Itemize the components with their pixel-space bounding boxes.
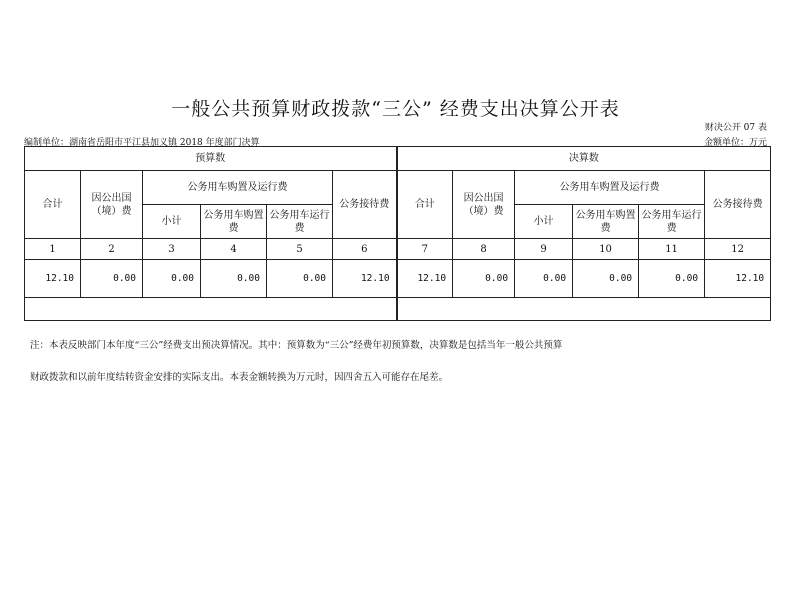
final-vehicle-group-header: 公务用车购置及运行费: [515, 171, 705, 205]
empty-row: [25, 298, 771, 321]
value-cell: 0.00: [453, 260, 515, 298]
col-number: 2: [81, 239, 143, 260]
final-purchase-header: 公务用车购置费: [573, 205, 639, 239]
budget-vehicle-group-header: 公务用车购置及运行费: [143, 171, 333, 205]
three-public-expenses-table: [24, 146, 771, 321]
value-cell: 0.00: [639, 260, 705, 298]
value-cell: 0.00: [267, 260, 333, 298]
value-cell: 0.00: [201, 260, 267, 298]
empty-cell: [25, 298, 397, 321]
value-cell: 0.00: [81, 260, 143, 298]
budget-operation-header: 公务用车运行费: [267, 205, 333, 239]
col-number: 8: [453, 239, 515, 260]
value-cell: 12.10: [25, 260, 81, 298]
budget-reception-header: 公务接待费: [333, 171, 397, 239]
value-cell: 12.10: [333, 260, 397, 298]
value-cell: 0.00: [143, 260, 201, 298]
budget-abroad-header: 因公出国（境）费: [81, 171, 143, 239]
budget-subtotal-header: 小计: [143, 205, 201, 239]
col-number: 7: [397, 239, 453, 260]
budget-total-header: 合计: [25, 171, 81, 239]
col-number: 9: [515, 239, 573, 260]
compiling-unit: 编制单位：湖南省岳阳市平江县加义镇 2018 年度部门决算: [24, 138, 260, 148]
note-line-2: 财政拨款和以前年度结转资金安排的实际支出。本表金额转换为万元时，因四舍五入可能存在尾差。: [30, 372, 449, 383]
value-row: [25, 260, 771, 298]
col-number: 4: [201, 239, 267, 260]
column-number-row: [25, 239, 771, 260]
final-operation-header: 公务用车运行费: [639, 205, 705, 239]
empty-cell: [397, 298, 771, 321]
col-number: 3: [143, 239, 201, 260]
col-number: 1: [25, 239, 81, 260]
col-number: 6: [333, 239, 397, 260]
money-unit: 金额单位：万元: [703, 138, 767, 148]
final-subtotal-header: 小计: [515, 205, 573, 239]
final-reception-header: 公务接待费: [705, 171, 771, 239]
final-total-header: 合计: [397, 171, 453, 239]
final-abroad-header: 因公出国（境）费: [453, 171, 515, 239]
col-number: 11: [639, 239, 705, 260]
col-number: 5: [267, 239, 333, 260]
final-header: 决算数: [397, 147, 771, 171]
value-cell: 0.00: [573, 260, 639, 298]
col-number: 10: [573, 239, 639, 260]
value-cell: 12.10: [397, 260, 453, 298]
form-number: 财决公开 07 表: [704, 123, 767, 133]
value-cell: 12.10: [705, 260, 771, 298]
page-title: 一般公共预算财政拨款“三公” 经费支出决算公开表: [171, 98, 620, 120]
budget-header: 预算数: [25, 147, 397, 171]
col-number: 12: [705, 239, 771, 260]
note-line-1: 注：本表反映部门本年度“三公”经费支出预决算情况。其中：预算数为“三公”经费年初预算数，决算数是包括当年一般公共预算: [30, 340, 563, 351]
budget-purchase-header: 公务用车购置费: [201, 205, 267, 239]
value-cell: 0.00: [515, 260, 573, 298]
